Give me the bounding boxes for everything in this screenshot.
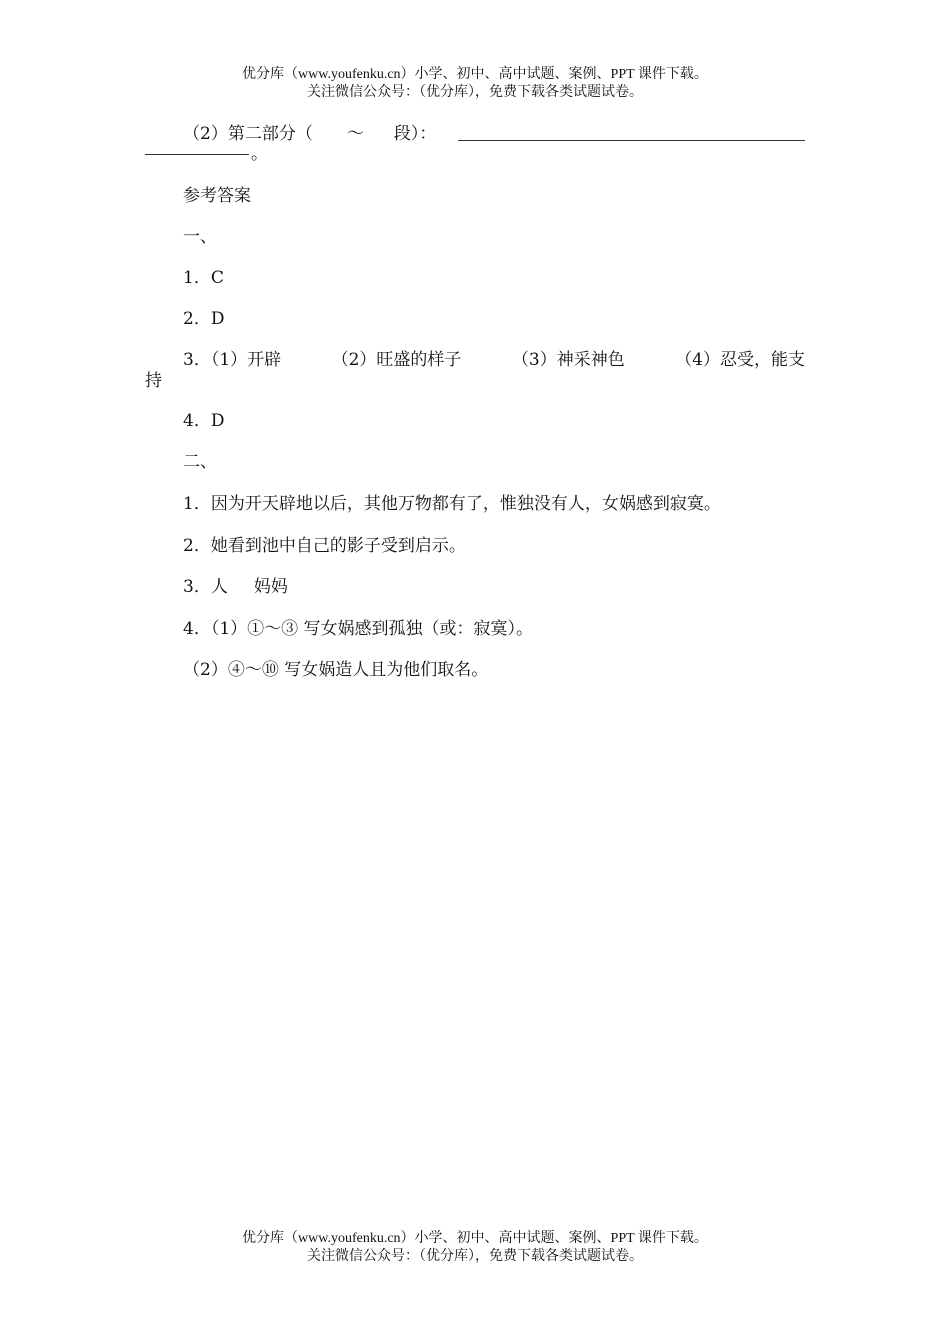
- footer-line-2: 关注微信公众号：（优分库），免费下载各类试题试卷。: [307, 1249, 643, 1264]
- answer-1-3-item1: （1）开辟: [210, 350, 282, 370]
- answer-1-3-num: 3．: [183, 350, 211, 370]
- answer-1-3-item3: （3）神采神色: [511, 350, 625, 370]
- part2-tilde: ～: [346, 124, 364, 144]
- answer-blank-short[interactable]: [145, 154, 249, 155]
- section-2-label: 二、: [183, 452, 217, 472]
- answer-1-2: 2．D: [183, 309, 225, 329]
- page-footer: [0, 1230, 950, 1266]
- answer-2-3-second: 妈妈: [253, 577, 288, 597]
- answer-1-4: 4．D: [183, 411, 225, 431]
- answer-2-1: 1．因为开天辟地以后，其他万物都有了，惟独没有人，女娲感到寂寞。: [183, 494, 721, 514]
- question-part2-continuation: [145, 144, 268, 164]
- answer-2-4-part2: （2）④～⑩ 写女娲造人且为他们取名。: [183, 660, 489, 680]
- section-1-label: 一、: [183, 227, 217, 247]
- answer-2-2: 2．她看到池中自己的影子受到启示。: [183, 536, 466, 556]
- answer-2-3-first: 3．人: [183, 577, 228, 597]
- footer-line-1: 优分库（www.youfenku.cn）小学、初中、高中试题、案例、PPT 课件下载。: [242, 1231, 708, 1246]
- answers-title: 参考答案: [183, 186, 251, 206]
- part2-end: 。: [251, 144, 268, 164]
- answer-1-3: [183, 350, 805, 370]
- page-header: [0, 66, 950, 102]
- answer-1-3-tail: 持: [145, 371, 162, 391]
- header-line-1: 优分库（www.youfenku.cn）小学、初中、高中试题、案例、PPT 课件下载。: [242, 67, 708, 82]
- answer-2-4-part1: 4．（1）①～③ 写女娲感到孤独（或：寂寞）。: [183, 619, 534, 639]
- part2-suffix: 段）：: [393, 124, 437, 144]
- answer-2-3: [183, 577, 288, 597]
- header-line-2: 关注微信公众号：（优分库），免费下载各类试题试卷。: [307, 85, 643, 100]
- answer-blank-long[interactable]: [458, 140, 805, 141]
- answer-1-3-item2: （2）旺盛的样子: [331, 350, 462, 370]
- question-part2: [183, 124, 805, 144]
- part2-prefix: （2）第二部分（: [183, 124, 313, 144]
- answer-1-1: 1．C: [183, 268, 224, 288]
- answer-1-3-item4: （4）忍受，能支: [675, 350, 805, 370]
